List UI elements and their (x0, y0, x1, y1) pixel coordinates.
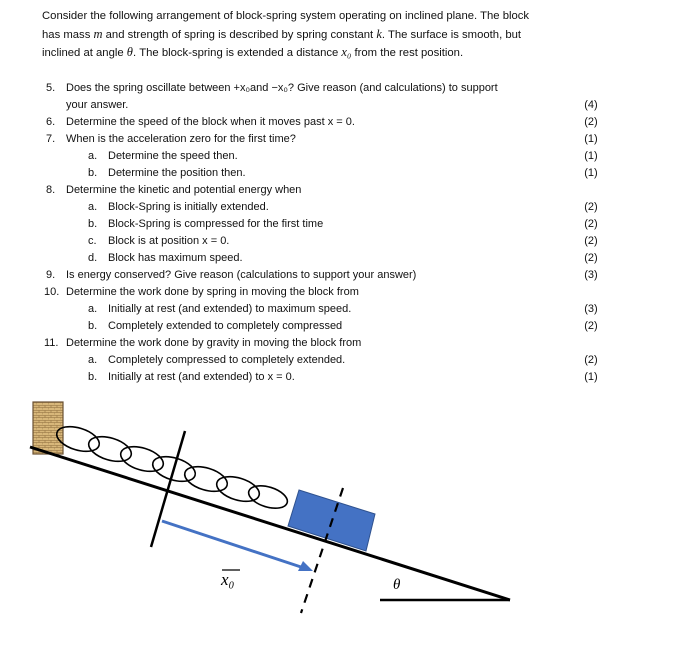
question-points: (2) (584, 252, 598, 264)
question-text: Block-Spring is initially extended. (108, 201, 269, 213)
question-number: 6. (46, 116, 56, 128)
theta-label: θ (393, 577, 401, 593)
question-text: Determine the kinetic and potential energy when (66, 184, 302, 196)
question-text: Determine the speed of the block when it moves past x = 0. (66, 116, 355, 128)
question-number: a. (88, 303, 98, 315)
question-number: 10. (44, 286, 60, 298)
question-number: a. (88, 354, 98, 366)
intro-line-3: inclined at angle θ. The block-spring is extended a distance x₀ from the rest position. (42, 45, 464, 59)
intro-line-2: has mass m and strength of spring is described by spring constant k. The surface is smooth, but (42, 26, 522, 41)
question-text: Initially at rest (and extended) to maximum speed. (108, 303, 352, 315)
question-points: (2) (584, 201, 598, 213)
question-number: b. (88, 371, 98, 383)
intro-line-1: Consider the following arrangement of block-spring system operating on inclined plane. The block (42, 10, 530, 22)
question-number: b. (88, 167, 98, 179)
question-number: b. (88, 320, 98, 332)
question-text: Completely compressed to completely extended. (108, 354, 346, 366)
question-points: (2) (584, 320, 598, 332)
wall (33, 402, 63, 454)
question-text: Block-Spring is compressed for the first time (108, 218, 324, 230)
question-text: When is the acceleration zero for the first time? (66, 133, 296, 145)
question-number: 8. (46, 184, 56, 196)
question-points: (1) (584, 133, 598, 145)
question-points: (1) (584, 371, 598, 383)
question-text: Completely extended to completely compressed (108, 320, 343, 332)
x0-label: x₀ (221, 570, 235, 589)
question-number: 7. (46, 133, 56, 145)
question-text: Determine the work done by spring in moving the block from (66, 286, 359, 298)
question-points: (2) (584, 116, 598, 128)
question-number: a. (88, 150, 98, 162)
question-text: Block is at position x = 0. (108, 235, 230, 247)
question-points: (1) (584, 150, 598, 162)
question-text: your answer. (66, 99, 129, 111)
question-number: d. (88, 252, 98, 264)
question-text: Does the spring oscillate between +x₀and −x₀? Give reason (and calculations) to support (66, 82, 498, 94)
question-text: Determine the work done by gravity in moving the block from (66, 337, 362, 349)
question-number: a. (88, 201, 98, 213)
question-points: (3) (584, 303, 598, 315)
question-number: c. (88, 235, 97, 247)
question-text: Initially at rest (and extended) to x = 0. (108, 371, 295, 383)
rest-position-line (151, 431, 185, 547)
question-points: (3) (584, 269, 598, 281)
question-text: Is energy conserved? Give reason (calculations to support your answer) (66, 269, 417, 281)
question-number: 5. (46, 82, 56, 94)
question-text: Determine the position then. (108, 167, 246, 179)
incline-surface (30, 447, 510, 600)
question-points: (2) (584, 354, 598, 366)
question-number: 11. (44, 337, 59, 349)
question-text: Determine the speed then. (108, 150, 238, 162)
question-points: (1) (584, 167, 598, 179)
question-points: (2) (584, 235, 598, 247)
question-text: Block has maximum speed. (108, 252, 243, 264)
question-number: b. (88, 218, 98, 230)
question-number: 9. (46, 269, 56, 281)
question-points: (2) (584, 218, 598, 230)
question-points: (4) (584, 99, 598, 111)
